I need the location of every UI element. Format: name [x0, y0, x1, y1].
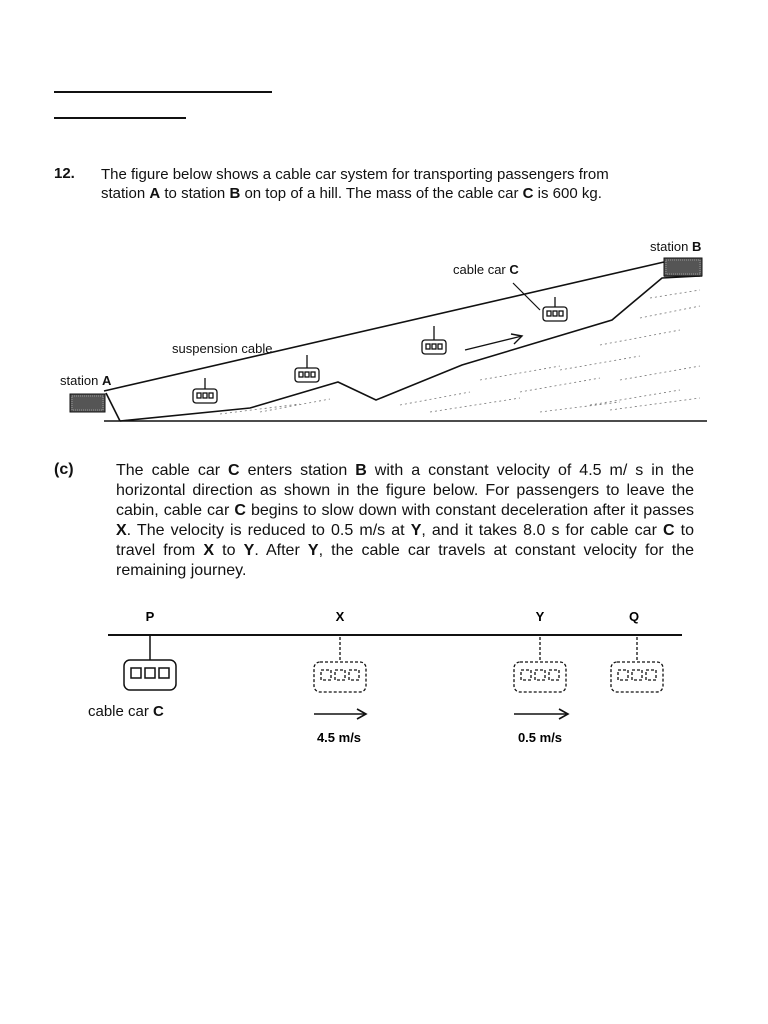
cable-car-at-q [611, 637, 663, 692]
part-c-text: The cable car C enters station B with a constant velocity of 4.5 m/ s in the horizontal direction as shown in the figure below. For passengers to leave the cabin, cable car C begins to slow down with constant deceleration after it passes X. The velocity is reduced to 0.5 m/s at Y, and it takes 8.0 s for cable car C to travel from X to Y. After Y, the cable car travels at constant velocity for the remaining journey. [116, 462, 695, 579]
cable-car-at-p [124, 635, 176, 690]
velocity-y-label: 0.5 m/s [517, 730, 563, 745]
bold-letter: X [116, 522, 127, 539]
cable-car-3 [422, 326, 446, 354]
point-q-label: Q [628, 609, 640, 624]
question-number: 12. [54, 165, 75, 182]
velocity-arrow-x [314, 709, 366, 719]
cable-car-c [543, 297, 567, 321]
station-a-block [70, 394, 105, 412]
cable-car-at-y [514, 637, 566, 692]
stem-text: to station [160, 185, 230, 202]
part-c-label: (c) [54, 461, 74, 478]
motion-arrow [465, 334, 522, 350]
velocity-arrow-y [514, 709, 568, 719]
bold-letter: C [228, 462, 240, 479]
horizontal-track-figure [0, 600, 768, 750]
bold-letter: X [203, 542, 215, 559]
header-rule-long [54, 91, 272, 93]
question-stem-line2 [101, 184, 602, 203]
suspension-cable-line [104, 262, 664, 391]
point-x-label: X [335, 609, 345, 624]
stem-text: station [101, 185, 150, 202]
cable-car-c-label: cable car C [453, 262, 519, 277]
point-y-label: Y [535, 609, 545, 624]
stem-bold: A [149, 185, 161, 202]
cable-car-1 [193, 378, 217, 403]
bold-letter: Y [243, 542, 255, 559]
cable-car-hill-figure [0, 230, 768, 430]
stem-bold: B [229, 185, 241, 202]
cable-car-2 [295, 355, 319, 382]
point-p-label: P [145, 609, 155, 624]
stem-bold: C [522, 185, 534, 202]
header-rule-short [54, 117, 186, 119]
stem-text: is 600 kg. [533, 185, 602, 202]
bold-letter: Y [410, 522, 422, 539]
question-line1-text: The figure below shows a cable car system for transporting passengers from [101, 166, 609, 183]
hill-left-edge [106, 393, 120, 421]
question-stem-line1 [101, 165, 609, 184]
bold-letter: C [234, 502, 246, 519]
velocity-x-label: 4.5 m/s [316, 730, 362, 745]
station-b-block [664, 258, 702, 276]
bold-letter: Y [307, 542, 319, 559]
cable-car-at-x [314, 637, 366, 692]
station-b-label: station B [650, 239, 702, 254]
suspension-cable-label: suspension cable [172, 341, 273, 356]
bold-letter: B [355, 462, 367, 479]
station-a-label: station A [60, 373, 112, 388]
bold-letter: C [663, 522, 675, 539]
stem-text: on top of a hill. The mass of the cable car [240, 185, 523, 202]
cable-car-c-label-2: cable car C [88, 703, 164, 720]
